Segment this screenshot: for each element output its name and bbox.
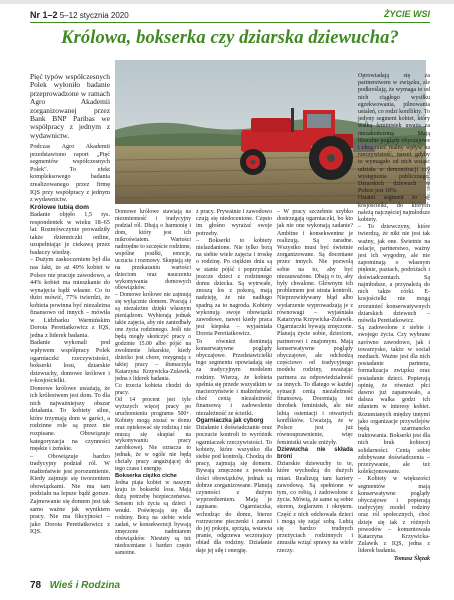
paragraph: Ostatni segment to e-kosjościelki, do których należą najczęściej najmłodsze kobiety. [358, 195, 430, 224]
top-bar [0, 0, 454, 4]
column-3 [196, 209, 272, 555]
paragraph: Badanie objęło 1,5 tys. respondentek w wieku 18–65 lat. Rozmówczynie prowadziły także dzienniczki online, uzupełniając je ciekawą przez badaczy wiedzę. [30, 211, 110, 256]
paragraph: Co trzecia kobieta chodzi do pracy. [115, 382, 191, 396]
page-number: 78 [30, 580, 42, 591]
header-rule [30, 22, 430, 23]
paragraph: – Bokserki to kobiety nielazdanione. Nie tylko borą na siebie wiele zajęcia i troskę o rodzinę. Po ciężkim dniu są w stanie pójść i poprzytulać jeszcze dzieci z rodzinnego domu dziecka. Są wytrwałe, znoszą los z pokorą, mają nadzieję, że nie nadługo spadną za to nagroda. Kobiety wykonują swoje obowiązki zawodowe, nawet kiedy praca jest kiepska – wyjaśniała Dorota Peretiatkowicz. [196, 237, 272, 338]
issue-date: 5–12 stycznia 2020 [59, 11, 129, 20]
paragraph: Domowe królowe uważają, że ich królestwem jest dom. To dla nich najważniejszy obszar działania. To kobiety silne, które trzymają dom w garści, a rodzinne role są przez nie rozpisane. Obowiązuje kategoryzacja na czynności męskie i żeńskie. [30, 384, 110, 453]
issue-number: Nr 1–2 [30, 10, 58, 20]
subheading: Ogarniaczka jak cyborg [196, 417, 264, 424]
subheading: Bokserka ciężko ciche [115, 473, 177, 480]
paragraph: Są zadowolone z siebie i swojego życia. Czy wybrane zarówno zawodowo, jak i towarzysko, także w sociał mediach. Ważne jest dla nich posiadanie partnera, formalizacja związku oraz posiadanie dzieci. Popierają opinię, że również płci dawno już zapanowało, a dalsza walka godzi ich zdaniem w interesy kobiet. Rozumianych między innymi jako organizacje przywilejów będą szarmancko traktowania. Bokserki jest dla nich brak kobiecej solidarności. Cenią sobie zdobywane doświadczenia – przeżywanie, ale też kolekcjonowanie. [358, 325, 430, 476]
subheading: Dziewucha nie składa broni [277, 446, 353, 460]
subheading: Królowe lubią dom [30, 203, 89, 211]
paragraph: Działanie i doświadczanie oraz poczucie kontroli to wyróżnik ogarniaczek rzeczywistości. To kobiety, które wszystko dla siebie pod kontrolą. Chodzą do pracy, zajmują się domem. Bywają zmęczone z powodu ilości obowiązków, jednak są dobrze zorganizowane. Planują czynności z dużym wyprzedzeniem. Mają je zapisane. Ogarniaczka, wchodząc do domu, bierze rozrzucone pieczenki i zanosi do jej pokoju, sprząta, wstawia pranie, odgrzewa wczorajszy obiad dla rodziny. Działanie daje jej siłę i energię. [196, 425, 272, 554]
paragraph: z pracy. Prywatnie i zawodowo czują się niedocenione. Często im głośno wyrażać swoje potrzeby. [196, 209, 272, 237]
lead-paragraph: Pięć typów współczesnych Polek wyłoniło badanie przeprowadzone w ramach Agro Akademii zorganizowanej przez Bank BNP Paribas we współpracy z jednym z wydawnictw. [30, 72, 110, 140]
paragraph: – Kobiety w większości segmentów mają konserwatywne poglądy obyczajowe i popierają tradycyjny model rodziny oraz ról społecznych, choć dzieje się tak z różnych powodów – komentowała Katarzyna Krzywicka-Zulawik z IQS, jedna z liderek badania. [358, 476, 430, 555]
paragraph: – Domowe królowe nie zajmują się wyłącznie domem. Pracują i są niezależne dzięki własnym pieniądzom. Wybierają jednak takie zajęcia, aby nie zaniedbały one życia rodzinnego. Jeśli nie będą mogły skończyć pracy o godzinie 15.00 albo pójść na zwolnienie lekarskie, kiedy dziecko jest chore, rezygnują z takiej pracy – tłumaczyła Katarzyna Krzywicka-Zulawik, jedna z liderek badania. [115, 292, 191, 382]
paragraph: – Obowiązuje bardzo tradycyjny podział ról. W małżeństwie jest porozumienie. Kiedy zajmuje się tworzeniem obowiązkami. Nie ma tam podziału na lepsze bądź gorsze. Zajmowanie się domem jest tak samo ważne jak wynikiem pracy. Nie ma fikcyjności – jako Dorota Peretiatkowicz z IQS. [30, 452, 110, 536]
paragraph: – W pracy szczebnie szybko dostrzegają ogarniaczki, bo kto jak nie one wykonają zadanie? Ambitne i konsekwentne je realizują. Są zaradne. Wszystko musi być świetnie zorganizowane. Są doceniane przez innych. Nie pozwolą sobie na to, aby być niezauważone. Dbają o to, aby były chwalone. Głównym ich problemem jest utrata kontroli. Nieprzewidywany błąd albo wydarzenie wyprowadzają je z równowagi – wyjaśniała Katarzyna Krzywicka-Zulawik. [277, 209, 353, 324]
paragraph: Ogarniaczki bywają zmęczone. Planują życie sobie, dzieciom, partnerowi i znajomym. Mają konserwatywne poglądy obyczajowe, ale odchodzą częściowo od tradycyjnego modelu rodziny, uważając partnera za odpowiedzialność za innych. To dlatego w każdej sytuacji cenią niezależność finansową. Doceniają też dorobek feministek, ale nie lubią ostentacji i otwartych konfliktów. Uważają, że w Polsce jest już równouprawnienie, więc feministki wcale zniżyły. [277, 324, 353, 446]
column-1 [30, 73, 110, 536]
paragraph: – Dużym zaskoczeniem był dla nas fakt, że aż 49% kobiet w Polsce nie pracuje zawodowo, a 44% kobiet ma mieszkanie do wynajęcia bądź własne. Co tu dużo mówić, 77% twierdzi, że kobieta powinna być niezależna finansowo od innych – mówiła w Lidzbarku Warmińskim Dorota Peretiatkowicz z IQS, jedna z liderek badania. [30, 256, 110, 339]
paragraph: Podczas Agro Akademii przedstawiono raport „Pięć segmentów współczesnych Polek". To efekt kompleksowego badania zrealizowanego przez firmę IQS przy współpracy z jednym z wydawnictw. [30, 143, 110, 204]
section-title: ŻYCIE WSI [383, 9, 430, 19]
magazine-name: Wieś i Rodzina [49, 580, 121, 591]
paragraph: Dziarskie dziewuchy to te, które wychodzą do dużych miast. Realizują tam kariery zawodową. Są spełnione w tym, co robią, i zadowolone z życia. Mówią, że same są sobie sterem, żeglarzem i okrętem. Część z nich odchowała dzieci i mogą się zająć sobą. Lubią się bardzo trudnych przeżyciach rodzinnych i zmusiła wziąć sprawy na wiele rzeczy. [277, 461, 353, 554]
paragraph: To również dominują konserwatywne poglądy obyczajowe. Przedstawicielki tego segmentu opowiadają się za tradycyjnym modelem rodziny. Wierzą, że kobieta spełnia się przede wszystkim w macierzyństwie i małżeństwie, choć cenią niezależność finansową i zadowolenie niezależność ze ścieżki. [196, 338, 272, 417]
article-headline: Królowa, bokserka czy dziarska dziewucha? [61, 28, 399, 48]
author-signature: Tomasz Ślęzak [394, 555, 430, 562]
column-4 [277, 209, 353, 555]
paragraph: Oprowiadają się za partnerstwem w związku, ale podkreślają, że wymaga to od nich ciągłego wysiłku egzekwowania, pilnowania ustaleń, co rodzi konflikty. To jedyny segment kobiet, który walką feministek uważa za niezakończoną. Mają liberalne poglądy obyczajowe i chcą mieć realny wpływ na rzeczywistość, nawet gdyby to wymagało od nich wsiąść udziału w demonstracji czy występienia publicznego. Dziarskich dziewuch w Polsce jest 18%. [358, 73, 430, 195]
column-5 [358, 73, 430, 563]
paragraph: – To dziewczyny, które twierdzą, że nikt nie jest tak ważny, jak one. Świetnie na relacje, partnerstwo, ważny jest ich wygodny, ale nie zapominają o własnym pięknie, paziach, podróżach i doświadczeniach. Są najmłodsze, a przynależą do nich także córki. E-kosjościelki nie mogą zrozumieć konserwatywnych dziarskich dziewuch – mówiła Peretiatkowicz. [358, 224, 430, 324]
issue-info [30, 10, 129, 20]
photo-credit: Fot. Shutterstock [426, 165, 431, 200]
paragraph: Od 14 procent jest tyle wyższych więcej pracy po uruchomieniu programu 500+. Kobiety mogą zostać w domu oraz opiekować się rodziną i nie muszą się skupiać na wykonywaniu pracy zarobkowej. Nie oznacza to jednak, że w ogóle nie będą chciały pracy angażującej do tego czasu i energię. [115, 396, 191, 473]
paragraph: Badanie wykonali pod wpływem współpracy Polek ogarniaczki rzeczywistości, bokserki losu, dziarskie dziewuchy, domowe królowe i e-kosjościelki. [30, 339, 110, 385]
page-footer [30, 575, 120, 593]
paragraph: Domowe królowe stawiają na niezmienność i tradycyjny podział ról. Dbają o harmonię i dom, który jest ich mikroświatem. Wartości nadrzędne to szczęście rodzinne, wspólne posiłki, emocje, uczucia i rozmowy. Skupiają się na przekazaniu wartości dzieciom oraz nauczeniu wykonywania domowych obowiązków. [115, 209, 191, 292]
column-2 [115, 209, 191, 557]
paragraph: Jedna piąta kobiet w naszym kraju to bokserki losu. Mają dużą potrzebę bezpieczeństwa. Sensem ich życia są dzieci i wnuki. Poświęcają się dla rodziny. Borą na siebie wiele zadań, w konsekwencji bywają zmęczone nadmiarem obowiązków. Niestety są też niedoceniane i bardzo często samotne. [115, 480, 191, 556]
